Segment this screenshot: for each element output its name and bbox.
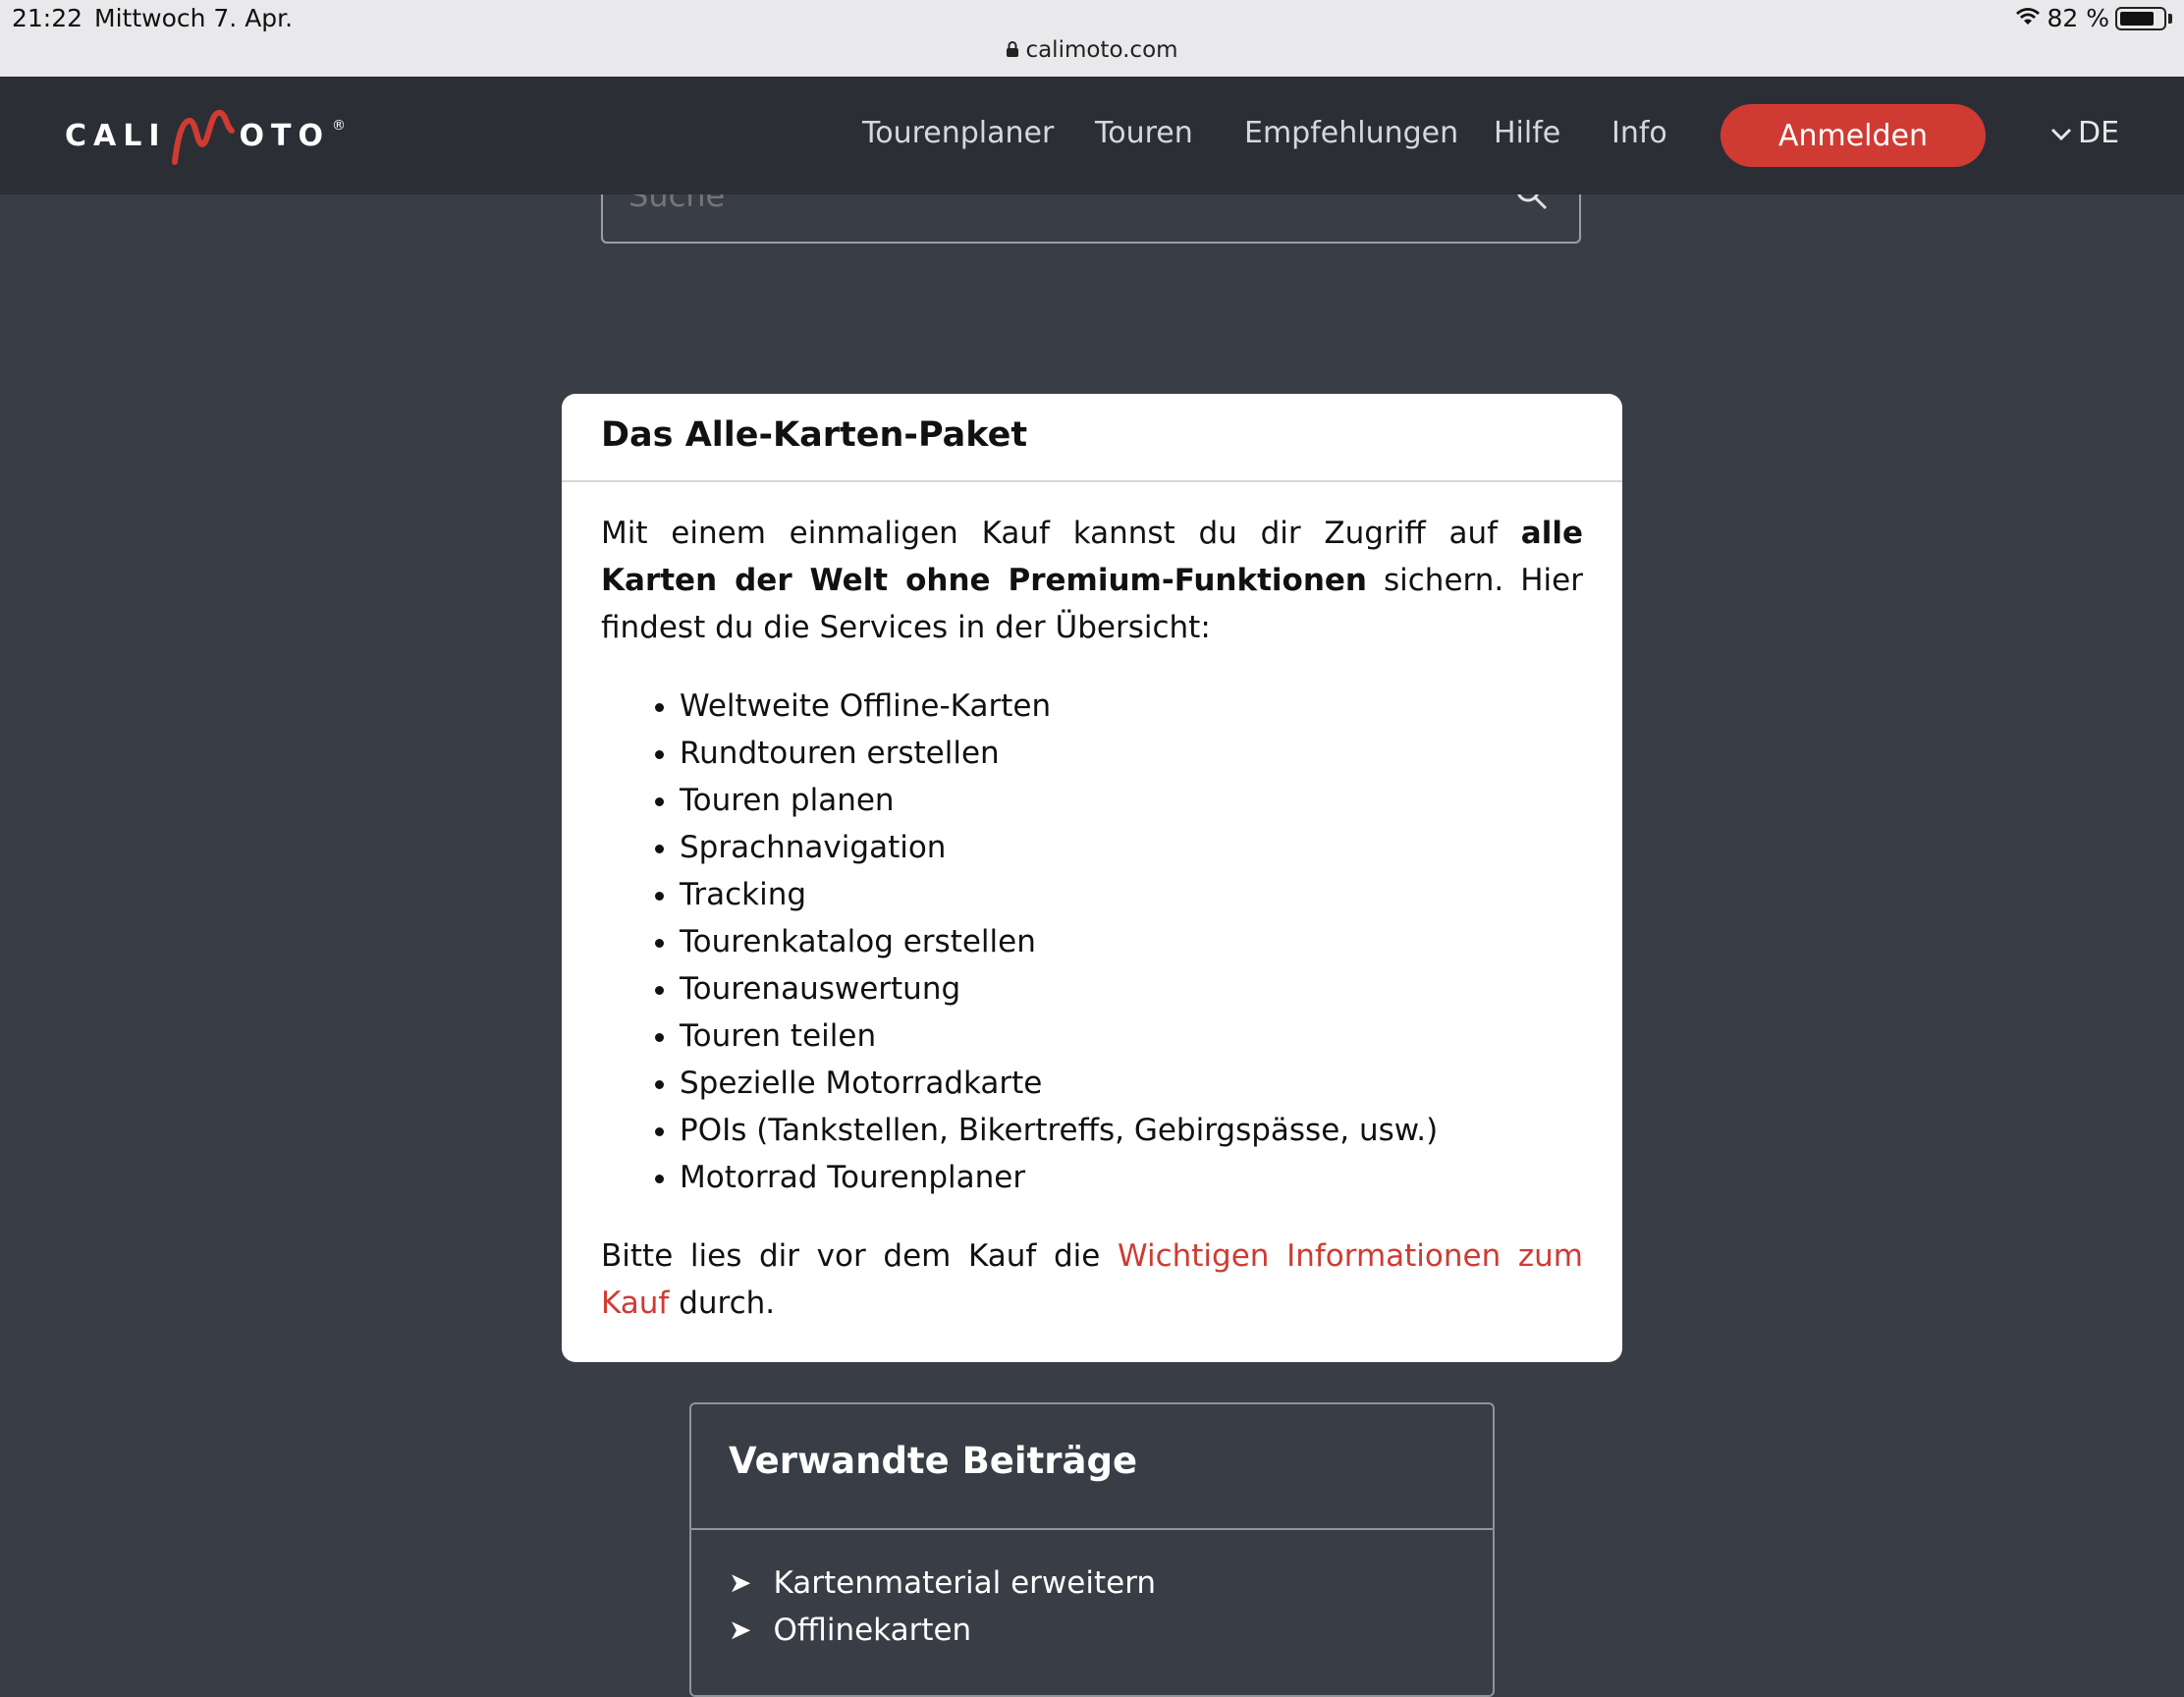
feature-item: • POIs (Tankstellen, Bikertreffs, Gebirgspässe, usw.) (680, 1107, 1583, 1154)
feature-item: • Rundtouren erstellen (680, 730, 1583, 777)
feature-item: • Spezielle Motorradkarte (680, 1060, 1583, 1107)
feature-item: • Weltweite Offline-Karten (680, 683, 1583, 730)
intro-bold: alle Karten der Welt ohne Premium-Funktionen (601, 516, 1583, 598)
nav-touren[interactable]: Touren (1095, 116, 1193, 150)
card-body (601, 510, 1583, 1327)
related-list (729, 1560, 1156, 1654)
battery-percent: 82 % (2047, 4, 2109, 32)
nav-info[interactable]: Info (1611, 116, 1667, 150)
package-card (562, 394, 1622, 1362)
wifi-icon (2015, 4, 2041, 32)
related-divider (691, 1528, 1493, 1530)
related-item-label: Offlinekarten (773, 1613, 972, 1648)
feature-list (601, 683, 1583, 1201)
site-header (0, 77, 2184, 194)
chevron-down-icon (2050, 116, 2072, 150)
lock-icon (1006, 38, 1019, 64)
feature-item: • Touren planen (680, 777, 1583, 824)
status-indicators (2015, 4, 2172, 32)
browser-status-bar (0, 0, 2184, 77)
related-posts (689, 1402, 1495, 1697)
url-bar[interactable] (0, 37, 2184, 64)
feature-item: • Tourenkatalog erstellen (680, 918, 1583, 965)
feature-item: • Motorrad Tourenplaner (680, 1154, 1583, 1201)
language-selector[interactable] (2050, 116, 2119, 150)
feature-item: • Touren teilen (680, 1013, 1583, 1060)
arrow-right-icon: ➤ (729, 1614, 752, 1646)
nav-empfehlungen[interactable]: Empfehlungen (1244, 116, 1459, 150)
status-time: 21:22 (12, 4, 83, 32)
outro-paragraph: Bitte lies dir vor dem Kauf die Wichtigen Informationen zum Kauf durch. (601, 1238, 1583, 1321)
purchase-info-link[interactable]: Wichtigen Informationen zum Kauf (601, 1238, 1583, 1321)
logo-text-left: CALI (65, 118, 167, 153)
intro-paragraph: Mit einem einmaligen Kauf kannst du dir Zugriff auf alle Karten der Welt ohne Premium-Funktionen sichern. Hier findest du die Services in der Übersicht: (601, 516, 1583, 645)
card-divider (562, 480, 1622, 482)
battery-icon (2115, 7, 2166, 30)
feature-item: • Sprachnavigation (680, 824, 1583, 871)
nav-hilfe[interactable]: Hilfe (1494, 116, 1561, 150)
logo-m-mark-icon (167, 105, 236, 166)
arrow-right-icon: ➤ (729, 1566, 752, 1599)
nav-tourenplaner[interactable]: Tourenplaner (862, 116, 1055, 150)
card-title: Das Alle-Karten-Paket (601, 415, 1028, 455)
related-item-label: Kartenmaterial erweitern (773, 1565, 1157, 1601)
login-button[interactable]: Anmelden (1720, 104, 1986, 167)
related-item[interactable] (729, 1560, 1156, 1607)
feature-item: • Tourenauswertung (680, 965, 1583, 1013)
language-label: DE (2078, 116, 2120, 150)
url-text: calimoto.com (1025, 37, 1178, 63)
status-date: Mittwoch 7. Apr. (94, 4, 294, 32)
related-item[interactable] (729, 1607, 1156, 1654)
logo-registered-mark: ® (332, 118, 346, 134)
feature-item: • Tracking (680, 871, 1583, 918)
logo-text-right: OTO (239, 118, 330, 153)
calimoto-logo[interactable] (65, 106, 346, 165)
related-title: Verwandte Beiträge (729, 1440, 1138, 1482)
